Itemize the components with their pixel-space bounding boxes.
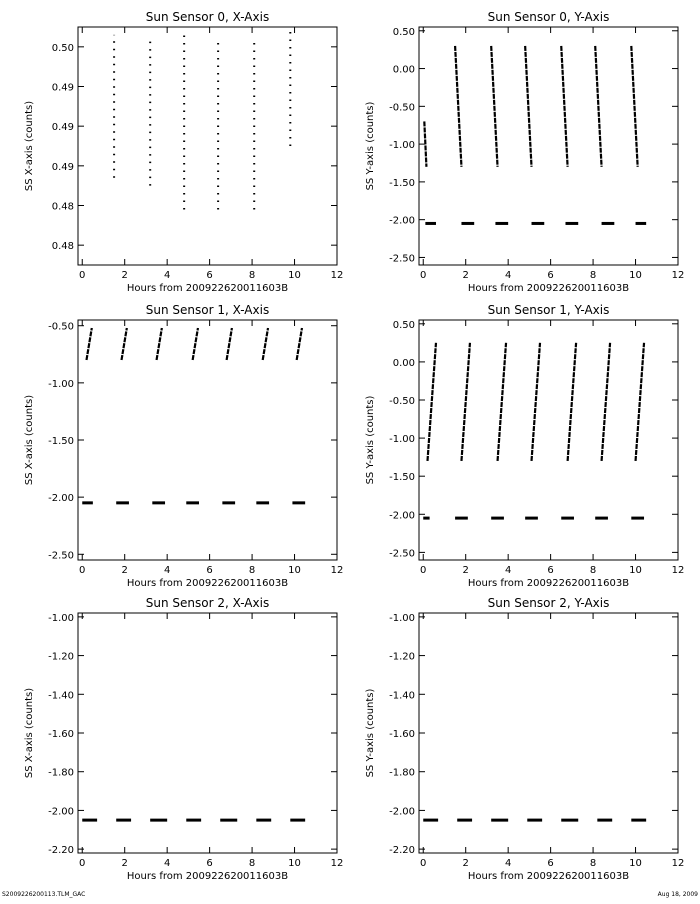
x-tick-label: 8 (248, 270, 256, 281)
y-tick-label: -1.00 (389, 612, 415, 624)
x-axis-label: Hours from 200922620011603B (126, 578, 289, 589)
x-tick-label: 8 (248, 858, 256, 869)
x-tick-label: 6 (206, 858, 213, 869)
y-axis-label: SS X-axis (counts) (24, 100, 35, 192)
x-tick-label: 10 (288, 858, 301, 869)
plot-frame (78, 27, 337, 265)
data-point-series (157, 328, 162, 360)
y-tick-label: 0.50 (392, 319, 415, 331)
x-tick-label: 10 (629, 858, 642, 869)
x-tick-label: 4 (163, 565, 171, 576)
data-point-series (86, 328, 91, 360)
plot-frame (419, 320, 678, 560)
x-tick-label: 10 (629, 565, 642, 576)
y-tick-label: -2.20 (48, 845, 74, 857)
footer-date-label: Aug 18, 2009 (657, 891, 698, 898)
x-tick-label: 12 (671, 858, 685, 869)
x-tick-label: 6 (206, 270, 213, 281)
x-tick-label: 0 (420, 270, 427, 281)
x-tick-label: 2 (121, 565, 128, 576)
x-tick-label: 6 (547, 270, 554, 281)
footer-file-label: S2009226200113.TLM_GAC (2, 891, 86, 898)
y-tick-label: -2.00 (389, 806, 415, 818)
x-tick-label: 6 (547, 565, 554, 576)
chart-title: Sun Sensor 1, X-Axis (145, 303, 270, 317)
x-tick-label: 10 (288, 565, 301, 576)
y-tick-label: 0.49 (51, 161, 74, 173)
y-tick-label: -1.00 (389, 140, 415, 152)
plot-frame (419, 27, 678, 265)
y-tick-label: -2.00 (389, 510, 415, 522)
y-axis-label: SS X-axis (counts) (24, 687, 35, 779)
chart-title: Sun Sensor 2, Y-Axis (487, 596, 610, 610)
y-tick-label: -1.60 (48, 729, 74, 740)
y-tick-label: 0.48 (51, 241, 74, 253)
x-tick-label: 12 (330, 565, 344, 576)
x-tick-label: 2 (121, 270, 128, 281)
data-point-series (561, 46, 567, 167)
x-tick-label: 0 (420, 565, 427, 576)
y-tick-label: -1.50 (389, 177, 415, 189)
y-tick-label: -0.50 (48, 321, 74, 333)
data-point-series (568, 343, 576, 461)
data-point-series (595, 46, 601, 167)
x-tick-label: 2 (462, 270, 469, 281)
y-axis-label: SS Y-axis (counts) (365, 688, 376, 778)
y-tick-label: -1.50 (389, 472, 415, 484)
y-tick-label: -2.00 (48, 493, 74, 505)
x-tick-label: 2 (462, 565, 469, 576)
data-point-series (193, 328, 198, 360)
y-tick-label: -1.80 (389, 767, 415, 779)
x-tick-label: 10 (629, 270, 642, 281)
y-tick-label: -0.50 (389, 396, 415, 407)
x-tick-label: 0 (79, 858, 86, 869)
x-axis-label: Hours from 200922620011603B (467, 578, 630, 589)
x-tick-label: 6 (206, 565, 213, 576)
x-axis-label: Hours from 200922620011603B (467, 871, 630, 882)
y-axis-label: SS Y-axis (counts) (365, 395, 376, 485)
data-point-series (227, 328, 232, 360)
x-tick-label: 8 (589, 565, 597, 576)
x-tick-label: 4 (163, 270, 171, 281)
y-tick-label: -1.00 (48, 612, 74, 624)
y-tick-label: -2.50 (389, 548, 415, 560)
y-tick-label: -1.50 (48, 436, 74, 447)
y-tick-label: -2.00 (48, 806, 74, 818)
data-point-series (631, 46, 637, 167)
data-point-series (297, 328, 302, 360)
chart-panel-1 (365, 10, 684, 294)
x-axis-label: Hours from 200922620011603B (126, 871, 289, 882)
x-tick-label: 2 (462, 858, 469, 869)
y-tick-label: -2.20 (389, 845, 415, 857)
data-point-series (498, 343, 506, 461)
plot-frame (78, 613, 337, 853)
y-tick-label: -2.00 (389, 215, 415, 227)
y-tick-label: -1.40 (48, 690, 74, 702)
chart-panel-3 (365, 303, 684, 589)
data-point-series (636, 343, 644, 461)
data-point-series (491, 46, 497, 167)
x-axis-label: Hours from 200922620011603B (126, 283, 289, 294)
x-tick-label: 4 (504, 565, 512, 576)
x-tick-label: 0 (79, 565, 86, 576)
y-tick-label: -1.40 (389, 690, 415, 702)
y-axis-label: SS X-axis (counts) (24, 394, 35, 486)
x-tick-label: 6 (547, 858, 554, 869)
y-tick-label: -2.50 (48, 550, 74, 562)
data-point-series (455, 46, 461, 167)
data-point-series (602, 343, 610, 461)
data-point-series (427, 343, 435, 461)
chart-title: Sun Sensor 1, Y-Axis (487, 303, 610, 317)
y-tick-label: -1.00 (48, 378, 74, 390)
data-point-series (532, 343, 540, 461)
y-tick-label: 0.49 (51, 122, 74, 134)
x-axis-label: Hours from 200922620011603B (467, 283, 630, 294)
y-tick-label: -0.50 (389, 102, 415, 114)
x-tick-label: 4 (163, 858, 171, 869)
x-tick-label: 12 (671, 270, 685, 281)
x-tick-label: 10 (288, 270, 301, 281)
x-tick-label: 12 (330, 270, 344, 281)
x-tick-label: 0 (420, 858, 427, 869)
y-tick-label: 0.49 (51, 82, 74, 94)
y-tick-label: -1.60 (389, 729, 415, 740)
x-tick-label: 8 (589, 270, 597, 281)
x-tick-label: 8 (589, 858, 597, 869)
x-tick-label: 12 (330, 858, 344, 869)
y-tick-label: 0.48 (51, 201, 74, 213)
y-tick-label: 0.00 (392, 357, 415, 369)
x-tick-label: 12 (671, 565, 685, 576)
chart-title: Sun Sensor 0, X-Axis (145, 10, 270, 24)
y-tick-label: -1.20 (48, 651, 74, 663)
chart-panel-4 (24, 596, 343, 882)
data-point-series (122, 328, 127, 360)
chart-panel-2 (24, 303, 343, 589)
y-axis-label: SS Y-axis (counts) (365, 101, 376, 191)
y-tick-label: 0.50 (392, 26, 415, 38)
data-point-series (424, 121, 426, 166)
y-tick-label: -1.80 (48, 767, 74, 779)
data-point-series (525, 46, 531, 167)
y-tick-label: -1.20 (389, 651, 415, 663)
x-tick-label: 0 (79, 270, 86, 281)
y-tick-label: -1.00 (389, 434, 415, 446)
chart-panel-0 (24, 10, 343, 294)
y-tick-label: 0.00 (392, 64, 415, 76)
x-tick-label: 4 (504, 858, 512, 869)
data-point-series (263, 328, 268, 360)
chart-title: Sun Sensor 2, X-Axis (145, 596, 270, 610)
x-tick-label: 2 (121, 858, 128, 869)
chart-panel-5 (365, 596, 684, 882)
x-tick-label: 4 (504, 270, 512, 281)
plot-frame (419, 613, 678, 853)
y-tick-label: 0.50 (51, 42, 74, 54)
chart-title: Sun Sensor 0, Y-Axis (487, 10, 610, 24)
x-tick-label: 8 (248, 565, 256, 576)
y-tick-label: -2.50 (389, 253, 415, 265)
data-point-series (461, 343, 469, 461)
